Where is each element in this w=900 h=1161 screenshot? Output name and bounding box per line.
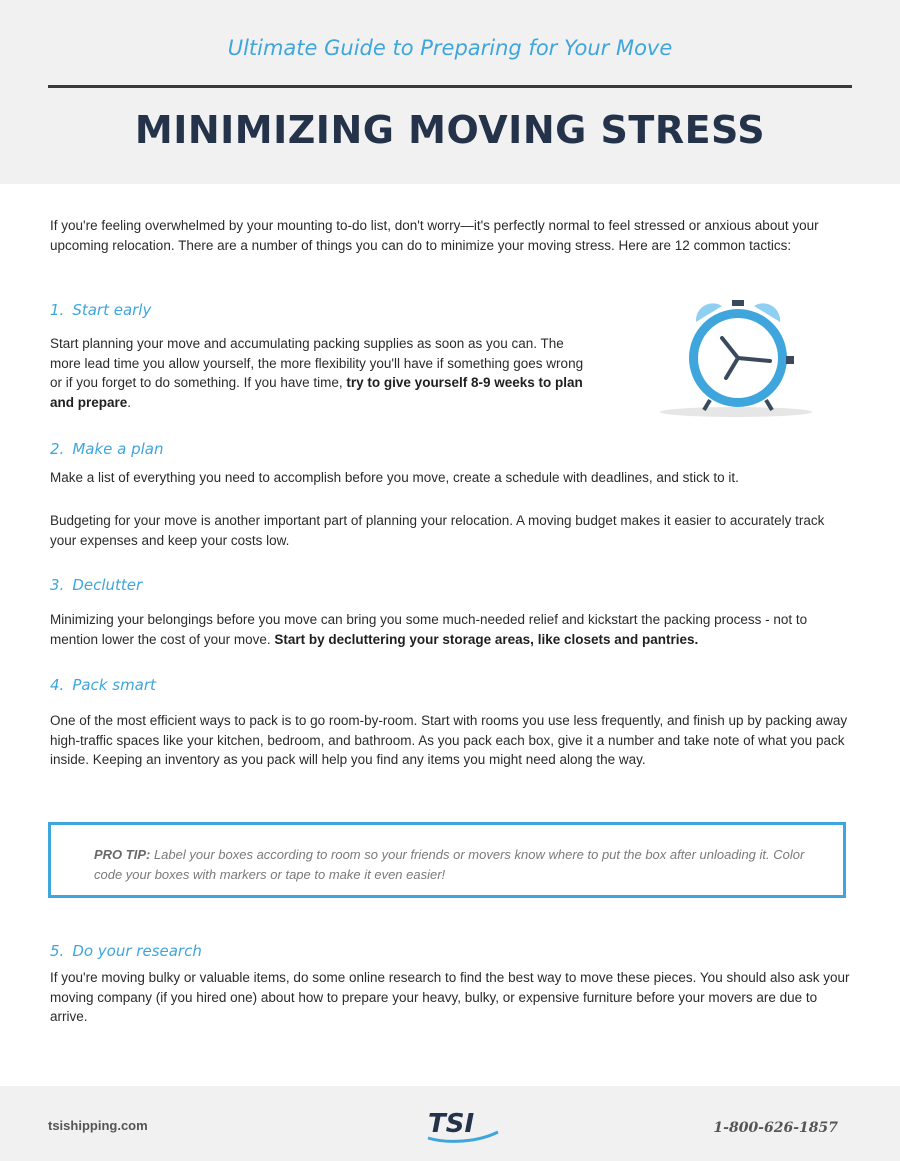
footer-phone: 1-800-626-1857 — [713, 1120, 838, 1136]
alarm-clock-icon — [652, 296, 812, 420]
page-header — [0, 0, 900, 184]
section-heading-3 — [50, 576, 142, 594]
section-3-bold-text: Start by decluttering your storage areas, like closets and pantries. — [274, 631, 699, 647]
section-title: Declutter — [72, 576, 143, 594]
section-2-paragraph: Make a list of everything you need to accomplish before you move, create a schedule with deadlines, and stick to it. — [50, 470, 739, 485]
section-title: Start early — [72, 301, 152, 319]
section-title: Do your research — [72, 942, 202, 960]
section-heading-5 — [50, 942, 202, 960]
section-1-bold-text: try to give yourself 8-9 weeks to plan and prepare — [50, 375, 583, 410]
section-3-paragraph — [50, 610, 850, 649]
section-1-text-end: . — [127, 394, 132, 410]
section-2-paragraph-2: Budgeting for your move is another important part of planning your relocation. A moving budget makes it easier to accurately track your expenses and keep your costs low. — [50, 513, 825, 548]
header-divider — [48, 85, 852, 88]
svg-text:TSI: TSI — [428, 1109, 475, 1139]
section-number: 4. — [50, 676, 65, 694]
section-heading-1 — [50, 301, 151, 319]
footer-website: tsishipping.com — [48, 1118, 148, 1133]
section-3-text: Minimizing your belongings before you move can bring you some much-needed relief and kickstart the packing process - not to mention lower the cost of your move. — [50, 612, 808, 647]
section-number: 3. — [50, 576, 65, 594]
section-title: Pack smart — [72, 676, 156, 694]
section-4-paragraph: One of the most efficient ways to pack is to go room-by-room. Start with rooms you use less frequently, and finish up by packing away high-traffic spaces like your kitchen, bedroom, and bathroom. As you pack each box, give it a number and take note of what you pack inside. Keeping an inventory as you pack will help you find any items you might need along the way. — [50, 713, 848, 767]
section-5-paragraph: If you're moving bulky or valuable items, do some online research to find the best way to move these pieces. You should also ask your moving company (if you hired one) about how to prepare your heavy, bulky, or expensive furniture before your movers are due to arrive. — [50, 970, 850, 1024]
pro-tip-text — [94, 845, 814, 885]
section-number: 1. — [50, 301, 65, 319]
section-number: 2. — [50, 440, 65, 458]
section-number: 5. — [50, 942, 65, 960]
guide-subtitle: Ultimate Guide to Preparing for Your Move — [227, 36, 673, 60]
pro-tip-body: Label your boxes according to room so your friends or movers know where to put the box after unloading it. Color code your boxes with markers or tape to make it even easier! — [94, 847, 805, 882]
page-title: MINIMIZING MOVING STRESS — [134, 108, 766, 152]
tsi-logo — [422, 1104, 502, 1146]
intro-paragraph: If you're feeling overwhelmed by your mounting to-do list, don't worry—it's perfectly normal to feel stressed or anxious about your upcoming relocation. There are a number of things you can do to minimize your moving stress. Here are 12 common tactics: — [50, 218, 819, 253]
section-heading-4 — [50, 676, 156, 694]
pro-tip-label: PRO TIP: — [94, 847, 151, 862]
section-title: Make a plan — [72, 440, 164, 458]
section-heading-2 — [50, 440, 163, 458]
section-1-paragraph — [50, 334, 586, 412]
pro-tip-box — [48, 822, 846, 898]
section-1-text: Start planning your move and accumulating packing supplies as soon as you can. The more lead time you allow yourself, the more flexibility you'll have if something goes wrong or if you forget to do something. If you have time, — [50, 336, 584, 390]
page-footer — [0, 1086, 900, 1161]
